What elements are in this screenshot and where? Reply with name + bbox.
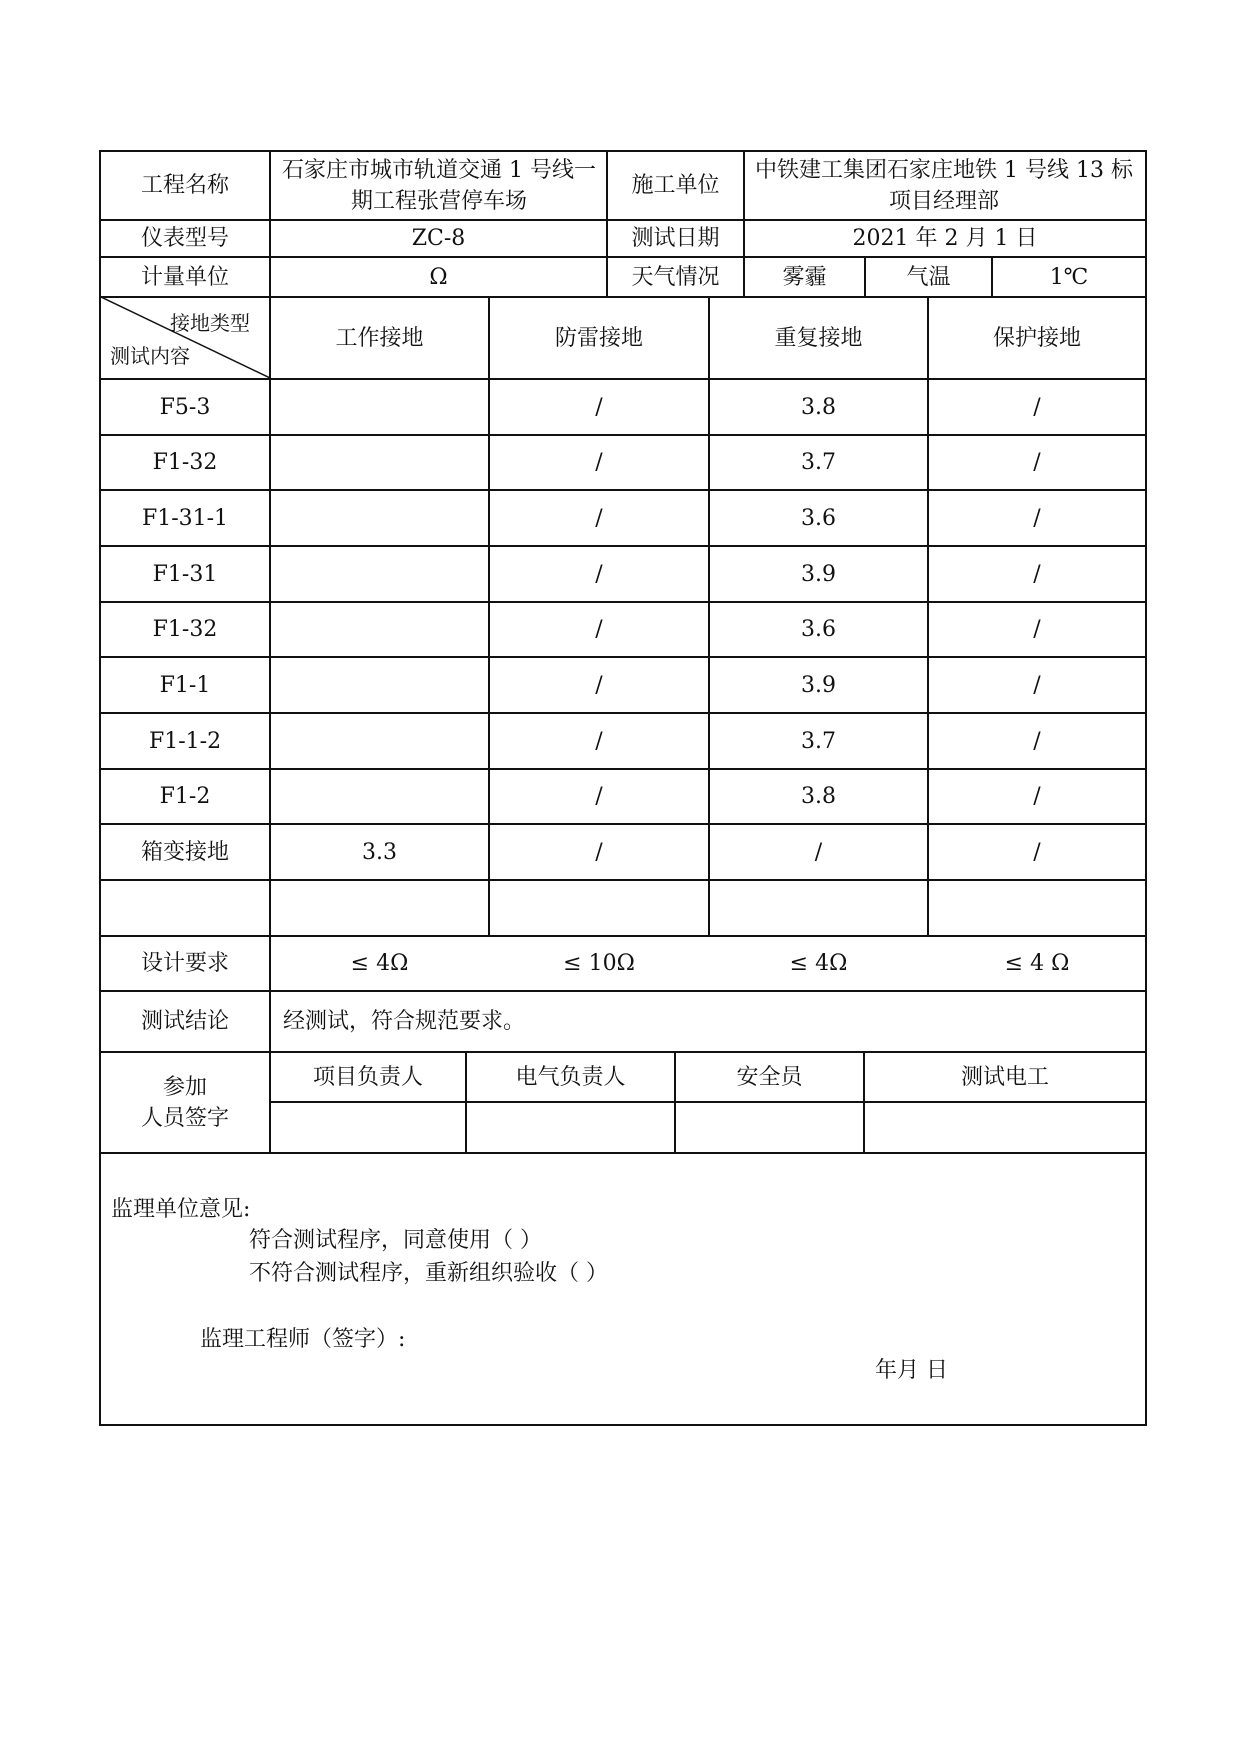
table-cell bbox=[271, 547, 488, 601]
table-cell: 3.7 bbox=[801, 450, 836, 475]
row-name: F1-32 bbox=[152, 450, 218, 475]
table-cell bbox=[271, 491, 488, 545]
table-cell bbox=[271, 436, 488, 489]
contractor-value: 中铁建工集团石家庄地铁 1 号线 13 标项目经理部 bbox=[755, 157, 1133, 214]
weather-value: 雾霾 bbox=[782, 264, 827, 290]
table-cell: / bbox=[814, 839, 823, 865]
signature-label-line2: 人员签字 bbox=[140, 1105, 229, 1131]
table-cell: / bbox=[595, 728, 603, 754]
table-cell: / bbox=[1033, 561, 1041, 587]
table-cell: 3.7 bbox=[801, 728, 836, 754]
table-cell: 3.6 bbox=[801, 505, 836, 531]
unit-value: Ω bbox=[429, 264, 448, 290]
column-header: 防雷接地 bbox=[554, 325, 643, 351]
signature-role: 安全员 bbox=[736, 1064, 803, 1090]
project-name-value: 石家庄市城市轨道交通 1 号线一期工程张营停车场 bbox=[282, 157, 596, 214]
table-cell bbox=[271, 714, 488, 768]
diag-top-label: 接地类型 bbox=[170, 311, 250, 335]
signature-label-line1: 参加 bbox=[162, 1074, 207, 1100]
signature-role: 项目负责人 bbox=[312, 1064, 423, 1090]
table-cell: 3.8 bbox=[801, 394, 836, 420]
unit-label: 计量单位 bbox=[140, 264, 229, 290]
supervision-option-fail: 不符合测试程序，重新组织验收（ ） bbox=[249, 1261, 608, 1286]
signature-label bbox=[101, 1053, 269, 1152]
supervision-engineer-sign: 监理工程师（签字）: bbox=[200, 1327, 406, 1352]
table-cell: 3.9 bbox=[801, 561, 836, 587]
table-cell: / bbox=[1033, 839, 1041, 865]
test-date-label: 测试日期 bbox=[631, 226, 720, 251]
supervision-date: 年月 日 bbox=[875, 1358, 948, 1383]
test-date-value: 2021 年 2 月 1 日 bbox=[852, 226, 1038, 251]
supervision-option-pass: 符合测试程序，同意使用（ ） bbox=[249, 1228, 542, 1253]
table-cell: / bbox=[1033, 505, 1041, 531]
table-cell: / bbox=[595, 839, 603, 865]
table-cell bbox=[271, 881, 488, 935]
design-requirement-value: ≤ 10Ω bbox=[563, 951, 635, 976]
row-name: F1-31 bbox=[152, 561, 218, 587]
temp-value: 1℃ bbox=[1049, 264, 1089, 290]
contractor-label: 施工单位 bbox=[631, 173, 720, 198]
signature-slot[interactable] bbox=[271, 1103, 465, 1152]
signature-slot[interactable] bbox=[676, 1103, 863, 1152]
table-cell: 3.3 bbox=[362, 839, 397, 865]
design-requirement-value: ≤ 4Ω bbox=[350, 951, 409, 976]
row-name: 箱变接地 bbox=[140, 839, 229, 865]
column-header: 工作接地 bbox=[335, 325, 424, 351]
row-name: F5-3 bbox=[159, 394, 211, 420]
design-requirement-value: ≤ 4 Ω bbox=[1004, 951, 1070, 976]
design-requirement-value: ≤ 4Ω bbox=[789, 951, 848, 976]
project-name-label: 工程名称 bbox=[140, 173, 229, 198]
table-cell: 3.8 bbox=[801, 784, 836, 809]
meter-model-value: ZC-8 bbox=[411, 226, 466, 251]
rule bbox=[99, 1152, 1147, 1154]
row-name: F1-31-1 bbox=[141, 505, 229, 531]
conclusion-label: 测试结论 bbox=[140, 1009, 229, 1034]
table-cell: / bbox=[595, 672, 603, 698]
table-cell bbox=[929, 881, 1145, 935]
table-cell: 3.9 bbox=[801, 672, 836, 698]
table-cell bbox=[490, 881, 708, 935]
table-cell bbox=[271, 380, 488, 434]
row-name: F1-2 bbox=[159, 784, 211, 809]
table-cell: / bbox=[1033, 672, 1041, 698]
table-cell: / bbox=[1033, 784, 1041, 809]
meter-model-label: 仪表型号 bbox=[140, 226, 229, 251]
temp-label: 气温 bbox=[906, 264, 951, 290]
row-name: F1-32 bbox=[152, 617, 218, 642]
column-header: 保护接地 bbox=[992, 325, 1081, 351]
table-cell: / bbox=[1033, 450, 1041, 475]
table-cell: / bbox=[595, 450, 603, 475]
diag-bottom-label: 测试内容 bbox=[110, 344, 190, 368]
row-name: F1-1-2 bbox=[148, 728, 222, 754]
signature-slot[interactable] bbox=[467, 1103, 674, 1152]
design-requirement-label: 设计要求 bbox=[140, 951, 229, 976]
table-cell: / bbox=[595, 784, 603, 809]
table-cell: 3.6 bbox=[801, 617, 836, 642]
supervision-title: 监理单位意见: bbox=[111, 1197, 251, 1222]
table-cell: / bbox=[595, 561, 603, 587]
table-cell: / bbox=[595, 394, 603, 420]
row-name bbox=[101, 881, 269, 935]
table-cell: / bbox=[1033, 617, 1041, 642]
table-cell bbox=[271, 603, 488, 656]
column-header: 重复接地 bbox=[774, 325, 863, 351]
table-cell: / bbox=[1033, 394, 1041, 420]
weather-label: 天气情况 bbox=[631, 264, 720, 290]
row-name: F1-1 bbox=[159, 672, 211, 698]
table-cell bbox=[271, 770, 488, 823]
table-cell bbox=[710, 881, 927, 935]
table-cell: / bbox=[595, 505, 603, 531]
table-cell bbox=[271, 658, 488, 712]
signature-role: 测试电工 bbox=[960, 1064, 1049, 1090]
table-cell: / bbox=[595, 617, 603, 642]
table-cell: / bbox=[1033, 728, 1041, 754]
signature-slot[interactable] bbox=[865, 1103, 1145, 1152]
conclusion-value: 经测试，符合规范要求。 bbox=[283, 1009, 526, 1034]
signature-role: 电气负责人 bbox=[515, 1064, 626, 1090]
